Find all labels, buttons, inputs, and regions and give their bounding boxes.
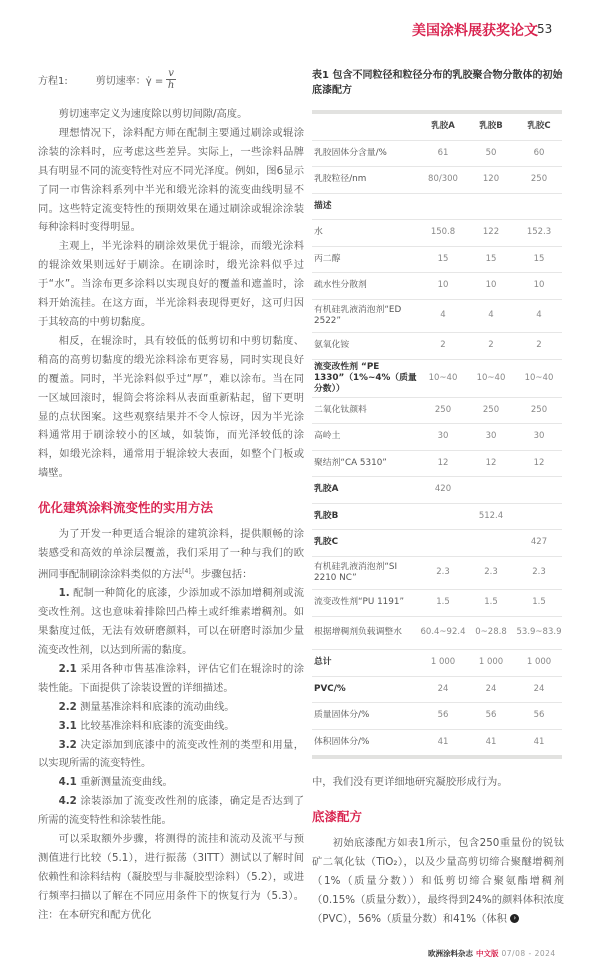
page-columns (0, 56, 600, 975)
step-text: 比较基准涂料和底漆的流变曲线。 (76, 719, 235, 732)
table-row (312, 246, 562, 273)
table-row (312, 140, 562, 167)
left-column (38, 56, 304, 925)
cell-value (466, 530, 514, 557)
step-text: 决定添加到底漆中的流变改性剂的类型和用量，以实现所需的流变特性。 (38, 738, 304, 770)
cell-value (514, 503, 562, 530)
cell-value: 15 (466, 246, 514, 273)
table-row (312, 729, 562, 757)
cell-value: 122 (466, 220, 514, 247)
row-label: 二氧化钛颜料 (312, 397, 418, 424)
cell-value: 250 (514, 167, 562, 194)
arrow-right-circle-icon: › (510, 914, 519, 923)
paragraph (312, 834, 564, 929)
cell-value: 420 (418, 477, 466, 504)
table-row (312, 477, 562, 504)
row-label: 总计 (312, 650, 418, 677)
paragraph: 中，我们没有更详细地研究凝胶形成行为。 (312, 776, 508, 788)
cell-value: 56 (514, 703, 562, 730)
row-label: 流变改性剂“PU 1191” (312, 590, 418, 617)
cell-value: 4 (418, 299, 466, 333)
section-heading: 底漆配方 (312, 808, 363, 824)
footer (428, 948, 564, 959)
cell-value: 1.5 (466, 590, 514, 617)
step (38, 792, 304, 830)
cell-value: 0~28.8 (466, 616, 514, 650)
step-text: 重新测量流变曲线。 (76, 776, 173, 789)
paragraph: 主观上，半光涂料的刷涂效果优于辊涂，而缎光涂料的辊涂效果则远好于刷涂。在刷涂时，缎光涂料似乎过于“水”。当涂布更多涂料以实现良好的覆盖和遮盖时，涂料开始流挂。在这方面，半光涂料表现得更好，这可归因于其较高的中剪切黏度。 (38, 240, 304, 328)
table-row (312, 299, 562, 333)
cell-value: 12 (466, 450, 514, 477)
right-column-text (312, 773, 564, 792)
table-row (312, 193, 562, 220)
citation: [4] (182, 567, 191, 575)
table-row (312, 676, 562, 703)
cell-value: 12 (514, 450, 562, 477)
paragraph: 理想情况下，涂料配方师在配制主要通过刷涂或辊涂涂装的涂料时，应考虑这些差异。实际上，一些涂料品牌具有明显不同的流变特性对应不同光泽度。例如，图6显示了同一市售涂料系列中半光和缎光涂料的流变曲线明显不同。这些特定流变特性的预期效果在通过刷涂或辊涂涂装每种涂料时变得明显。 (38, 126, 304, 234)
table-row (312, 333, 562, 360)
table-row (312, 397, 562, 424)
left-column-top (38, 105, 304, 483)
cell-value: 10 (514, 273, 562, 300)
equation-text: 剪切速率：γ̇ = (95, 76, 164, 87)
cell-value (418, 193, 466, 220)
edition: 中文版 (476, 949, 499, 959)
cell-value (514, 477, 562, 504)
left-column-bottom (38, 525, 304, 924)
cell-value (466, 477, 514, 504)
cell-value: 80/300 (418, 167, 466, 194)
cell-value: 1.5 (418, 590, 466, 617)
table-row (312, 503, 562, 530)
row-label: 丙二醇 (312, 246, 418, 273)
step-number: 4.2 (58, 795, 77, 808)
cell-value: 2.3 (514, 556, 562, 590)
cell-value: 50 (466, 140, 514, 167)
cell-value: 61 (418, 140, 466, 167)
cell-value (418, 530, 466, 557)
issue-date: 07/08 - 2024 (501, 949, 556, 959)
row-label: 聚结剂“CA 5310” (312, 450, 418, 477)
table-row (312, 590, 562, 617)
paragraph: 相反，在辊涂时，具有较低的低剪切和中剪切黏度、稍高的高剪切黏度的缎光涂料涂布更容易，同时实现良好的覆盖。同时，半光涂料似乎过“厚”，难以涂布。当在同一区域回滚时，辊筒会将涂料从表面重新粘起，留下更明显的点状图案。这些观察结果并不令人惊讶，因为半光涂料通常用于刷涂较小的区域，如装饰，而光泽较低的涂料，如缎光涂料，通常用于辊涂较大表面，如整个门板或墙壁。 (38, 334, 304, 480)
step (38, 698, 304, 717)
cell-value: 60 (514, 140, 562, 167)
row-label: PVC/% (312, 676, 418, 703)
cell-value: 10~40 (466, 359, 514, 397)
cell-value: 1 000 (418, 650, 466, 677)
row-label: 体积固体分/% (312, 729, 418, 757)
cell-value: 250 (418, 397, 466, 424)
formulation-table (312, 110, 562, 759)
row-label: 乳胶固体分含量/% (312, 140, 418, 167)
cell-value: 56 (466, 703, 514, 730)
table-row (312, 359, 562, 397)
cell-value: 1.5 (514, 590, 562, 617)
cell-value: 41 (514, 729, 562, 757)
cell-value: 120 (466, 167, 514, 194)
step-number: 2.1 (58, 662, 77, 675)
cell-value: 30 (418, 424, 466, 451)
table-row (312, 703, 562, 730)
equation-fraction (166, 68, 176, 91)
cell-value: 56 (418, 703, 466, 730)
row-label: 流变改性剂 “PE 1330”（1%~4%（质量分数）） (312, 359, 418, 397)
cell-value: 512.4 (466, 503, 514, 530)
cell-value: 10 (466, 273, 514, 300)
step (38, 773, 304, 792)
cell-value: 24 (466, 676, 514, 703)
cell-value: 41 (466, 729, 514, 757)
cell-value: 2.3 (418, 556, 466, 590)
text: 。步骤包括： (190, 568, 253, 581)
table-row (312, 650, 562, 677)
table-row (312, 273, 562, 300)
cell-value: 30 (466, 424, 514, 451)
section-title: 美国涂料展获奖论文 (412, 23, 538, 39)
row-label: 乳胶C (312, 530, 418, 557)
step-number: 1. (58, 587, 70, 600)
row-label: 有机硅乳液消泡剂“ED 2522” (312, 299, 418, 333)
cell-value: 250 (466, 397, 514, 424)
row-label: 乳胶B (312, 503, 418, 530)
table-row (312, 167, 562, 194)
cell-value: 10 (418, 273, 466, 300)
row-label: 描述 (312, 193, 418, 220)
cell-value: 24 (514, 676, 562, 703)
text: 为了开发一种更适合辊涂的建筑涂料，提供顺畅的涂装感受和高效的单涂层覆盖，我们采用了一种与我们的欧洲同事配制刷涂涂料类似的方法 (38, 528, 304, 581)
cell-value: 15 (514, 246, 562, 273)
step (38, 660, 304, 698)
page-number: 53 (537, 22, 553, 36)
cell-value: 427 (514, 530, 562, 557)
table-row (312, 530, 562, 557)
cell-value: 4 (514, 299, 562, 333)
step-text: 测量基准涂料和底漆的流动曲线。 (76, 700, 235, 713)
section-heading: 优化建筑涂料流变性的实用方法 (38, 500, 214, 516)
text: 初始底漆配方如表1所示，包含250重量份的锐钛矿二氧化钛（TiO₂），以及少量高剪切缔合聚醚增稠剂（1%（质量分数））和低剪切缔合聚氨酯增稠剂（0.15%（质量分数）），最终得到24%的颜料体积浓度（PVC），56%（质量分数）和41%（体积 (312, 836, 564, 925)
right-column-text (312, 834, 564, 929)
cell-value: 150.8 (418, 220, 466, 247)
step-text: 配制一种简化的底漆，少添加或不添加增稠剂或流变改性剂。这也意味着排除凹凸棒土或纤维素增稠剂。如果黏度过低，无法有效研磨颜料，可以在研磨时添加少量流变改性剂，以达到所需的黏度。 (38, 587, 304, 656)
cell-value: 53.9~83.9 (514, 616, 562, 650)
step-number: 3.1 (58, 719, 77, 732)
column-header: 乳胶C (514, 112, 562, 140)
step-text: 采用各种市售基准涂料，评估它们在辊涂时的涂装性能。下面提供了涂装设置的详细描述。 (38, 662, 304, 694)
equation-label: 方程1: (38, 76, 68, 87)
cell-value: 1 000 (466, 650, 514, 677)
cell-value: 2 (514, 333, 562, 360)
table-row (312, 424, 562, 451)
page-header (0, 0, 600, 56)
cell-value: 10~40 (514, 359, 562, 397)
cell-value (514, 193, 562, 220)
table-row (312, 450, 562, 477)
table-row (312, 616, 562, 650)
row-label: 乳胶粒径/nm (312, 167, 418, 194)
step (38, 717, 304, 736)
row-label: 氨氧化铵 (312, 333, 418, 360)
cell-value (418, 503, 466, 530)
table-caption: 表1 包含不同粒径和粒径分布的乳胶聚合物分散体的初始底漆配方 (312, 70, 563, 96)
cell-value: 41 (418, 729, 466, 757)
paragraph: 剪切速率定义为速度除以剪切间隙/高度。 (58, 108, 248, 120)
step-number: 2.2 (58, 700, 77, 713)
cell-value (466, 193, 514, 220)
table-row (312, 556, 562, 590)
cell-value: 12 (418, 450, 466, 477)
column-header (312, 112, 418, 140)
cell-value: 30 (514, 424, 562, 451)
table-row (312, 220, 562, 247)
paragraph: 可以采取额外步骤，将测得的流挂和流动及流平与预测值进行比较（5.1），进行振荡（3ITT）测试以了解时间依赖性和涂料结构（凝胶型与非凝胶型涂料）（5.2），或进行频率扫描以了解在不同应用条件下的恢复行为（5.3）。注：在本研究和配方优化 (38, 833, 304, 921)
cell-value: 10~40 (418, 359, 466, 397)
magazine-name: 欧洲涂料杂志 (428, 949, 473, 959)
step-number: 4.1 (58, 776, 77, 789)
cell-value: 24 (418, 676, 466, 703)
row-label: 质量固体分/% (312, 703, 418, 730)
cell-value: 1 000 (514, 650, 562, 677)
step-number: 3.2 (58, 738, 77, 751)
table-header-row (312, 112, 562, 140)
cell-value: 2 (418, 333, 466, 360)
cell-value: 15 (418, 246, 466, 273)
cell-value: 4 (466, 299, 514, 333)
step (38, 584, 304, 660)
right-column (312, 56, 564, 975)
step (38, 736, 304, 774)
cell-value: 2 (466, 333, 514, 360)
denominator: h (167, 80, 175, 91)
step-text: 涂装添加了流变改性剂的底漆，确定是否达到了所需的流变特性和涂装性能。 (38, 795, 304, 827)
cell-value: 60.4~92.4 (418, 616, 466, 650)
equation (38, 68, 304, 91)
cell-value: 2.3 (466, 556, 514, 590)
cell-value: 152.3 (514, 220, 562, 247)
numerator: v (168, 68, 174, 79)
column-header: 乳胶A (418, 112, 466, 140)
row-label: 疏水性分散剂 (312, 273, 418, 300)
paragraph (38, 525, 304, 584)
row-label: 根据增稠剂负载调整水 (312, 616, 418, 650)
row-label: 有机硅乳液消泡剂“SI 2210 NC” (312, 556, 418, 590)
column-header: 乳胶B (466, 112, 514, 140)
row-label: 水 (312, 220, 418, 247)
cell-value: 250 (514, 397, 562, 424)
row-label: 乳胶A (312, 477, 418, 504)
row-label: 高岭土 (312, 424, 418, 451)
